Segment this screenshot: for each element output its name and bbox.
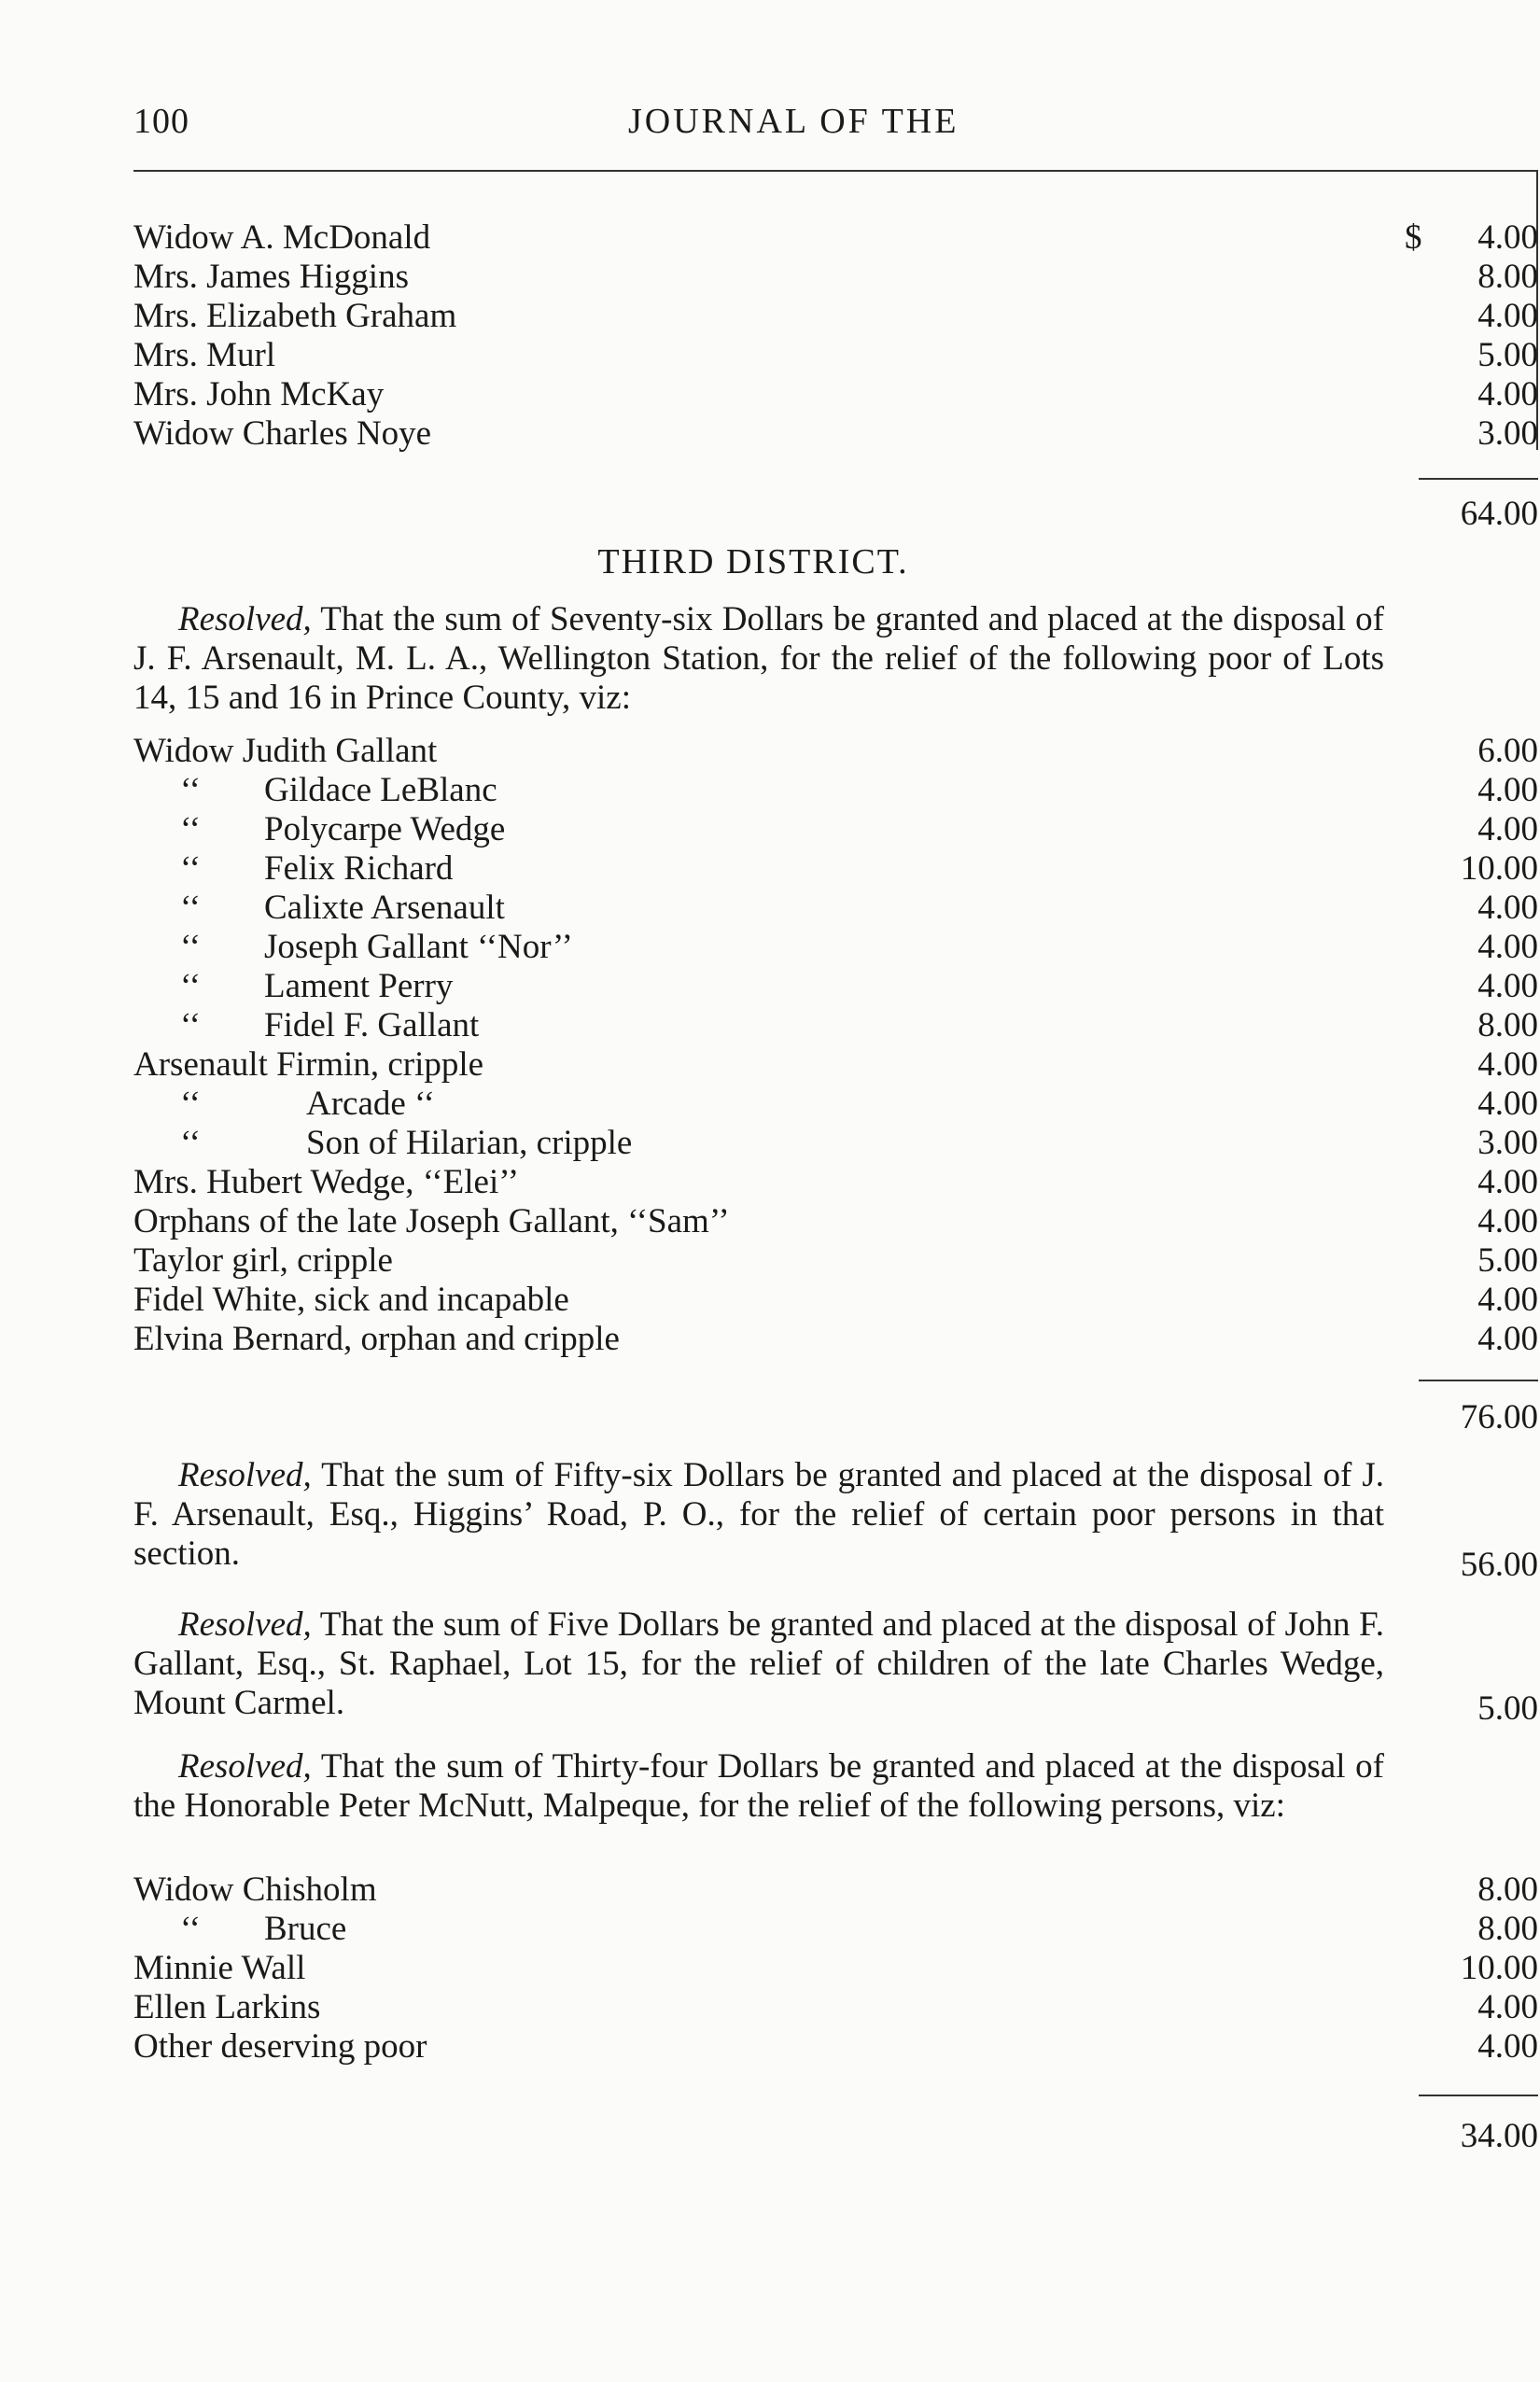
list-item	[133, 1006, 1538, 1045]
list-item	[133, 336, 1538, 375]
resolution-text: That the sum of Thirty-four Dollars be granted and placed at the disposal of the Honorable Peter McNutt, Malpeque, for the relief of the following persons, viz:	[133, 1747, 1384, 1825]
resolution-1-total: 76.00	[1460, 1398, 1538, 1436]
item-name: Arsenault Firmin, cripple	[133, 1045, 484, 1084]
item-name-text: Son of Hilarian, cripple	[306, 1124, 633, 1162]
dollar-sign: $	[1405, 218, 1422, 257]
item-amount: 4.00	[1477, 810, 1538, 848]
item-amount: 3.00	[1477, 414, 1538, 453]
resolution-text: That the sum of Seventy-six Dollars be granted and placed at the disposal of J. F. Arsenault, M. L. A., Wellington Station, for the relief of the following poor of Lots 14, 15 and 16 in Prince County, viz:	[133, 600, 1384, 717]
list-item	[133, 1949, 1538, 1988]
item-name: Widow Charles Noye	[133, 414, 432, 453]
ditto-mark: ‘‘	[180, 1006, 201, 1044]
item-name: Widow Judith Gallant	[133, 732, 438, 770]
ditto-mark: ‘‘	[180, 849, 201, 888]
list-item	[133, 258, 1538, 297]
header-rule	[133, 170, 1538, 172]
ditto-mark: ‘‘	[180, 1085, 201, 1123]
item-name	[133, 1910, 346, 1949]
item-amount: 4.00	[1477, 771, 1538, 809]
item-amount: 4.00	[1477, 375, 1538, 413]
item-name: Widow A. McDonald	[133, 218, 431, 257]
resolution-text: That the sum of Five Dollars be granted and placed at the disposal of John F. Gallant, Esq., St. Raphael, Lot 15, for the relief of children of the late Charles Wedge, Mount Carmel.	[133, 1605, 1384, 1722]
item-amount: 10.00	[1460, 1949, 1538, 1987]
item-name-text: Lament Perry	[264, 967, 454, 1005]
list-item	[133, 732, 1538, 771]
item-amount: 4.00	[1477, 1163, 1538, 1201]
list-item	[133, 297, 1538, 336]
list-item	[133, 414, 1538, 454]
list-item	[133, 849, 1538, 889]
resolved-word: Resolved,	[178, 1605, 312, 1644]
list-item	[133, 771, 1538, 810]
item-name-text: Arcade ‘‘	[306, 1085, 435, 1123]
list-item	[133, 1988, 1538, 2027]
item-name	[133, 1124, 632, 1163]
item-name: Fidel White, sick and incapable	[133, 1281, 569, 1319]
list-item	[133, 2027, 1538, 2067]
item-amount: 4.00	[1477, 218, 1538, 257]
item-amount: 4.00	[1477, 297, 1538, 335]
resolution-2	[133, 1456, 1384, 1574]
item-name-text: Bruce	[264, 1910, 347, 1948]
list-item	[133, 1320, 1538, 1359]
list-item	[133, 967, 1538, 1006]
ditto-mark: ‘‘	[180, 967, 201, 1005]
item-amount: 4.00	[1477, 1202, 1538, 1240]
item-name: Minnie Wall	[133, 1949, 306, 1987]
resolution-text: That the sum of Fifty-six Dollars be granted and placed at the disposal of J. F. Arsenault, Esq., Higgins’ Road, P. O., for the relief of certain poor persons in that section.	[133, 1456, 1384, 1573]
resolution-4-total: 34.00	[1460, 2117, 1538, 2155]
list-item	[133, 1124, 1538, 1163]
list-item	[133, 1910, 1538, 1949]
item-amount: 4.00	[1477, 1045, 1538, 1084]
list-item	[133, 1085, 1538, 1124]
item-amount: 4.00	[1477, 2027, 1538, 2066]
list-item	[133, 375, 1538, 414]
sum-rule	[1419, 478, 1538, 480]
resolution-2-amount: 56.00	[1460, 1546, 1538, 1584]
item-name: Widow Chisholm	[133, 1871, 377, 1909]
item-name-text: Fidel F. Gallant	[264, 1006, 480, 1044]
item-amount: 4.00	[1477, 928, 1538, 966]
item-name: Mrs. James Higgins	[133, 258, 409, 296]
resolved-word: Resolved,	[178, 1456, 312, 1494]
item-name: Taylor girl, cripple	[133, 1241, 393, 1280]
item-name	[133, 810, 505, 849]
item-name-text: Calixte Arsenault	[264, 889, 505, 927]
item-amount: 8.00	[1477, 258, 1538, 296]
list-item	[133, 1241, 1538, 1281]
item-name	[133, 889, 505, 928]
item-amount: 8.00	[1477, 1910, 1538, 1948]
item-amount: 8.00	[1477, 1006, 1538, 1044]
item-amount: 4.00	[1477, 1320, 1538, 1358]
item-amount: 5.00	[1477, 336, 1538, 374]
list-item	[133, 928, 1538, 967]
ditto-mark: ‘‘	[180, 810, 201, 848]
item-name: Mrs. Murl	[133, 336, 276, 374]
item-name: Mrs. Hubert Wedge, ‘‘Elei’’	[133, 1163, 520, 1201]
item-name	[133, 1006, 479, 1045]
item-name-text: Felix Richard	[264, 849, 454, 888]
item-name: Mrs. Elizabeth Graham	[133, 297, 457, 335]
item-amount: 8.00	[1477, 1871, 1538, 1909]
item-name: Other deserving poor	[133, 2027, 427, 2066]
section-heading: THIRD DISTRICT.	[597, 542, 909, 581]
item-name: Orphans of the late Joseph Gallant, ‘‘Sam’’	[133, 1202, 730, 1240]
item-name	[133, 771, 497, 810]
item-name-text: Joseph Gallant ‘‘Nor’’	[264, 928, 573, 966]
item-amount: 4.00	[1477, 1085, 1538, 1123]
item-name	[133, 928, 573, 967]
item-name: Mrs. John McKay	[133, 375, 385, 413]
resolution-3	[133, 1605, 1384, 1723]
item-name-text: Gildace LeBlanc	[264, 771, 497, 809]
ditto-mark: ‘‘	[180, 771, 201, 809]
item-name: Elvina Bernard, orphan and cripple	[133, 1320, 620, 1358]
item-amount: 3.00	[1477, 1124, 1538, 1162]
resolution-4	[133, 1747, 1384, 1826]
item-amount: 10.00	[1460, 849, 1538, 888]
page-header	[133, 101, 1538, 157]
item-name	[133, 967, 453, 1006]
item-amount: 5.00	[1477, 1241, 1538, 1280]
list-item	[133, 810, 1538, 849]
first-list-total: 64.00	[1460, 495, 1538, 533]
ditto-mark: ‘‘	[180, 1910, 201, 1948]
item-amount: 4.00	[1477, 1988, 1538, 2026]
sum-rule	[1419, 2095, 1538, 2096]
resolution-3-amount: 5.00	[1477, 1689, 1538, 1728]
resolution-1	[133, 600, 1384, 718]
ditto-mark: ‘‘	[180, 928, 201, 966]
item-name-text: Polycarpe Wedge	[264, 810, 506, 848]
ditto-mark: ‘‘	[180, 889, 201, 927]
item-amount: 4.00	[1477, 967, 1538, 1005]
list-item	[133, 1045, 1538, 1085]
resolved-word: Resolved,	[178, 600, 312, 638]
page-number: 100	[133, 102, 189, 141]
list-item	[133, 1281, 1538, 1320]
item-name: Ellen Larkins	[133, 1988, 321, 2026]
item-amount: 4.00	[1477, 889, 1538, 927]
item-amount: 4.00	[1477, 1281, 1538, 1319]
item-name	[133, 849, 453, 889]
ditto-mark: ‘‘	[180, 1124, 201, 1162]
sum-rule	[1419, 1380, 1538, 1381]
list-item	[133, 1202, 1538, 1241]
list-item	[133, 889, 1538, 928]
list-item	[133, 1871, 1538, 1910]
item-amount: 6.00	[1477, 732, 1538, 770]
list-item	[133, 1163, 1538, 1202]
resolved-word: Resolved,	[178, 1747, 312, 1786]
running-title: JOURNAL OF THE	[628, 102, 959, 141]
list-item	[133, 218, 1538, 258]
item-name	[133, 1085, 435, 1124]
